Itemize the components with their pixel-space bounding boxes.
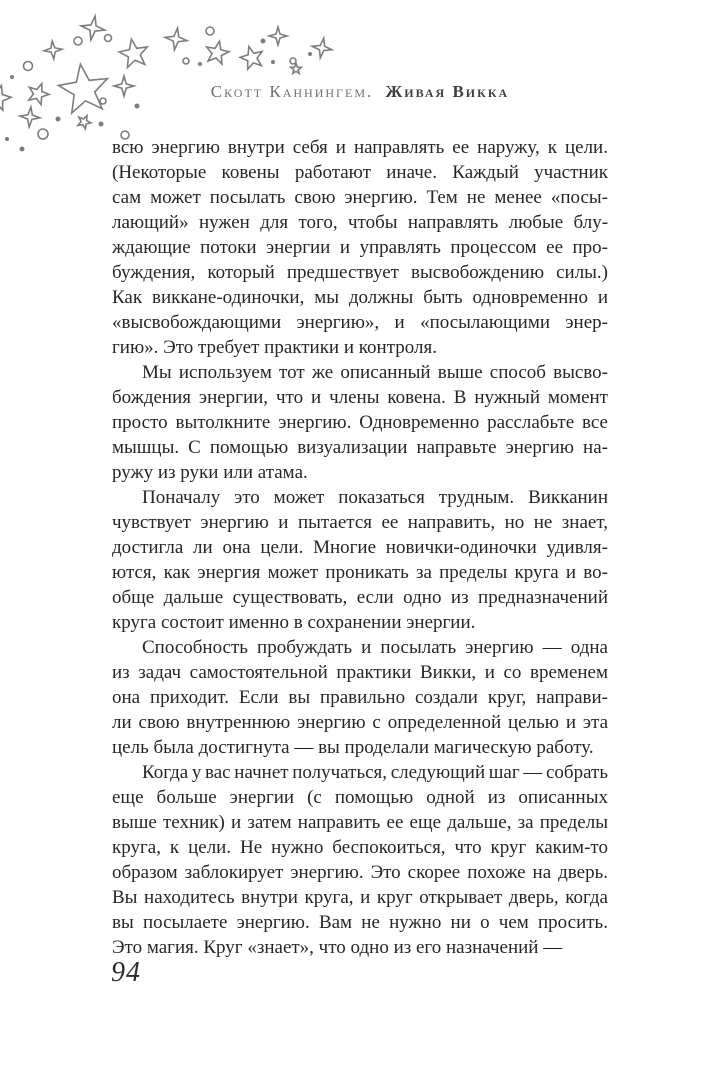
text-line-content: еще больше энергии (с помощью одной из описанных: [112, 787, 608, 808]
text-line-content: Вы находитесь внутри круга, и круг открывает дверь, когда: [112, 887, 608, 908]
text-line: [112, 685, 608, 710]
text-line-content: цель была достигнута — вы проделали магическую работу.: [112, 737, 594, 758]
text-line-content: бождения энергии, что и члены ковена. В нужный момент: [112, 387, 608, 408]
text-line: [112, 710, 608, 735]
text-line-content: буждения, который предшествует высвобождению силы.): [112, 262, 609, 283]
text-line-content: ются, как энергия может проникать за пределы круга и во-: [112, 562, 608, 583]
text-line-content: всю энергию внутри себя и направлять ее наружу, к цели.: [112, 137, 608, 158]
text-line-content: ружу из руки или атама.: [112, 462, 308, 483]
text-line-content: (Некоторые ковены работают иначе. Каждый участник: [112, 162, 608, 183]
text-line-content: гию». Это требует практики и контроля.: [112, 337, 437, 358]
text-line: [112, 660, 608, 685]
text-line: [112, 785, 608, 810]
text-line: [112, 260, 608, 285]
text-line-content: мышцы. С помощью визуализации направьте энергию на-: [112, 437, 608, 458]
text-line-content: Мы используем тот же описанный выше способ высво-: [142, 362, 608, 383]
text-line-content: Поначалу это может показаться трудным. Викканин: [142, 487, 609, 508]
header-book-title: Живая Викка: [385, 82, 510, 101]
text-line: [112, 160, 608, 185]
text-line: [112, 210, 608, 235]
text-line: [112, 510, 608, 535]
text-line-content: чувствует энергию и пытается ее направить, но не знает,: [112, 512, 608, 533]
text-line: [112, 460, 608, 485]
text-line: [112, 310, 608, 335]
text-line-content: Это магия. Круг «знает», что одно из его назначений —: [112, 937, 563, 958]
text-line-content: круга состоит именно в сохранении энергии.: [112, 612, 476, 633]
page-number: 94: [111, 957, 141, 988]
text-line: [112, 135, 608, 160]
text-line-content: образом заблокирует энергию. Это скорее похоже на дверь.: [112, 862, 609, 883]
text-line: [112, 485, 608, 510]
text-line-content: Способность пробуждать и посылать энергию — одна: [142, 637, 608, 658]
text-line: [112, 935, 608, 960]
text-line: [112, 910, 608, 935]
text-line: [112, 560, 608, 585]
text-line: [112, 335, 608, 360]
text-line: [112, 535, 608, 560]
text-line: [112, 360, 608, 385]
text-line-content: «высвобождающими энергию», и «посылающими энер-: [112, 312, 608, 333]
text-line-content: сам может посылать свою энергию. Тем не менее «посы-: [112, 187, 609, 208]
text-line: [112, 760, 608, 785]
text-line: [112, 435, 608, 460]
text-line-content: обще дальше существовать, если одно из предназначений: [112, 587, 608, 608]
text-line: [112, 610, 608, 635]
text-line-content: вы посылаете энергию. Вам не нужно ни о чем просить.: [112, 912, 608, 933]
text-line: [112, 185, 608, 210]
running-header: [112, 81, 608, 103]
text-line: [112, 735, 608, 760]
text-line: [112, 885, 608, 910]
text-line: [112, 385, 608, 410]
text-line-content: ли свою внутреннюю энергию с определенной целью и эта: [112, 712, 609, 733]
text-line-content: Как виккане-одиночки, мы должны быть одновременно и: [112, 287, 609, 308]
text-line: [112, 235, 608, 260]
text-line-content: ждающие потоки энергии и управлять процессом ее про-: [112, 237, 609, 258]
text-line-content: лающий» нужен для того, чтобы направлять любые блу-: [112, 212, 609, 233]
text-line-content: просто вытолкните энергию. Одновременно расслабьте все: [112, 412, 608, 433]
text-line-content: из задач самостоятельной практики Викки, и со временем: [112, 662, 609, 683]
text-line-content: Когда у вас начнет получаться, следующий шаг — собрать: [142, 762, 608, 783]
text-line: [112, 635, 608, 660]
text-line-content: достигла ли она цели. Многие новички-одиночки удивля-: [112, 537, 608, 558]
text-line: [112, 810, 608, 835]
page-text: [112, 135, 608, 960]
text-line-content: она приходит. Если вы правильно создали круг, направи-: [112, 687, 609, 708]
header-author-title: Скотт Каннингем.: [210, 82, 374, 101]
text-line-content: выше техник) и затем направить ее еще дальше, за пределы: [112, 812, 608, 833]
text-line-content: круга, к цели. Не нужно беспокоиться, что круг каким-то: [112, 837, 608, 858]
text-line: [112, 410, 608, 435]
text-line: [112, 835, 608, 860]
text-line: [112, 860, 608, 885]
text-line: [112, 285, 608, 310]
text-line: [112, 585, 608, 610]
